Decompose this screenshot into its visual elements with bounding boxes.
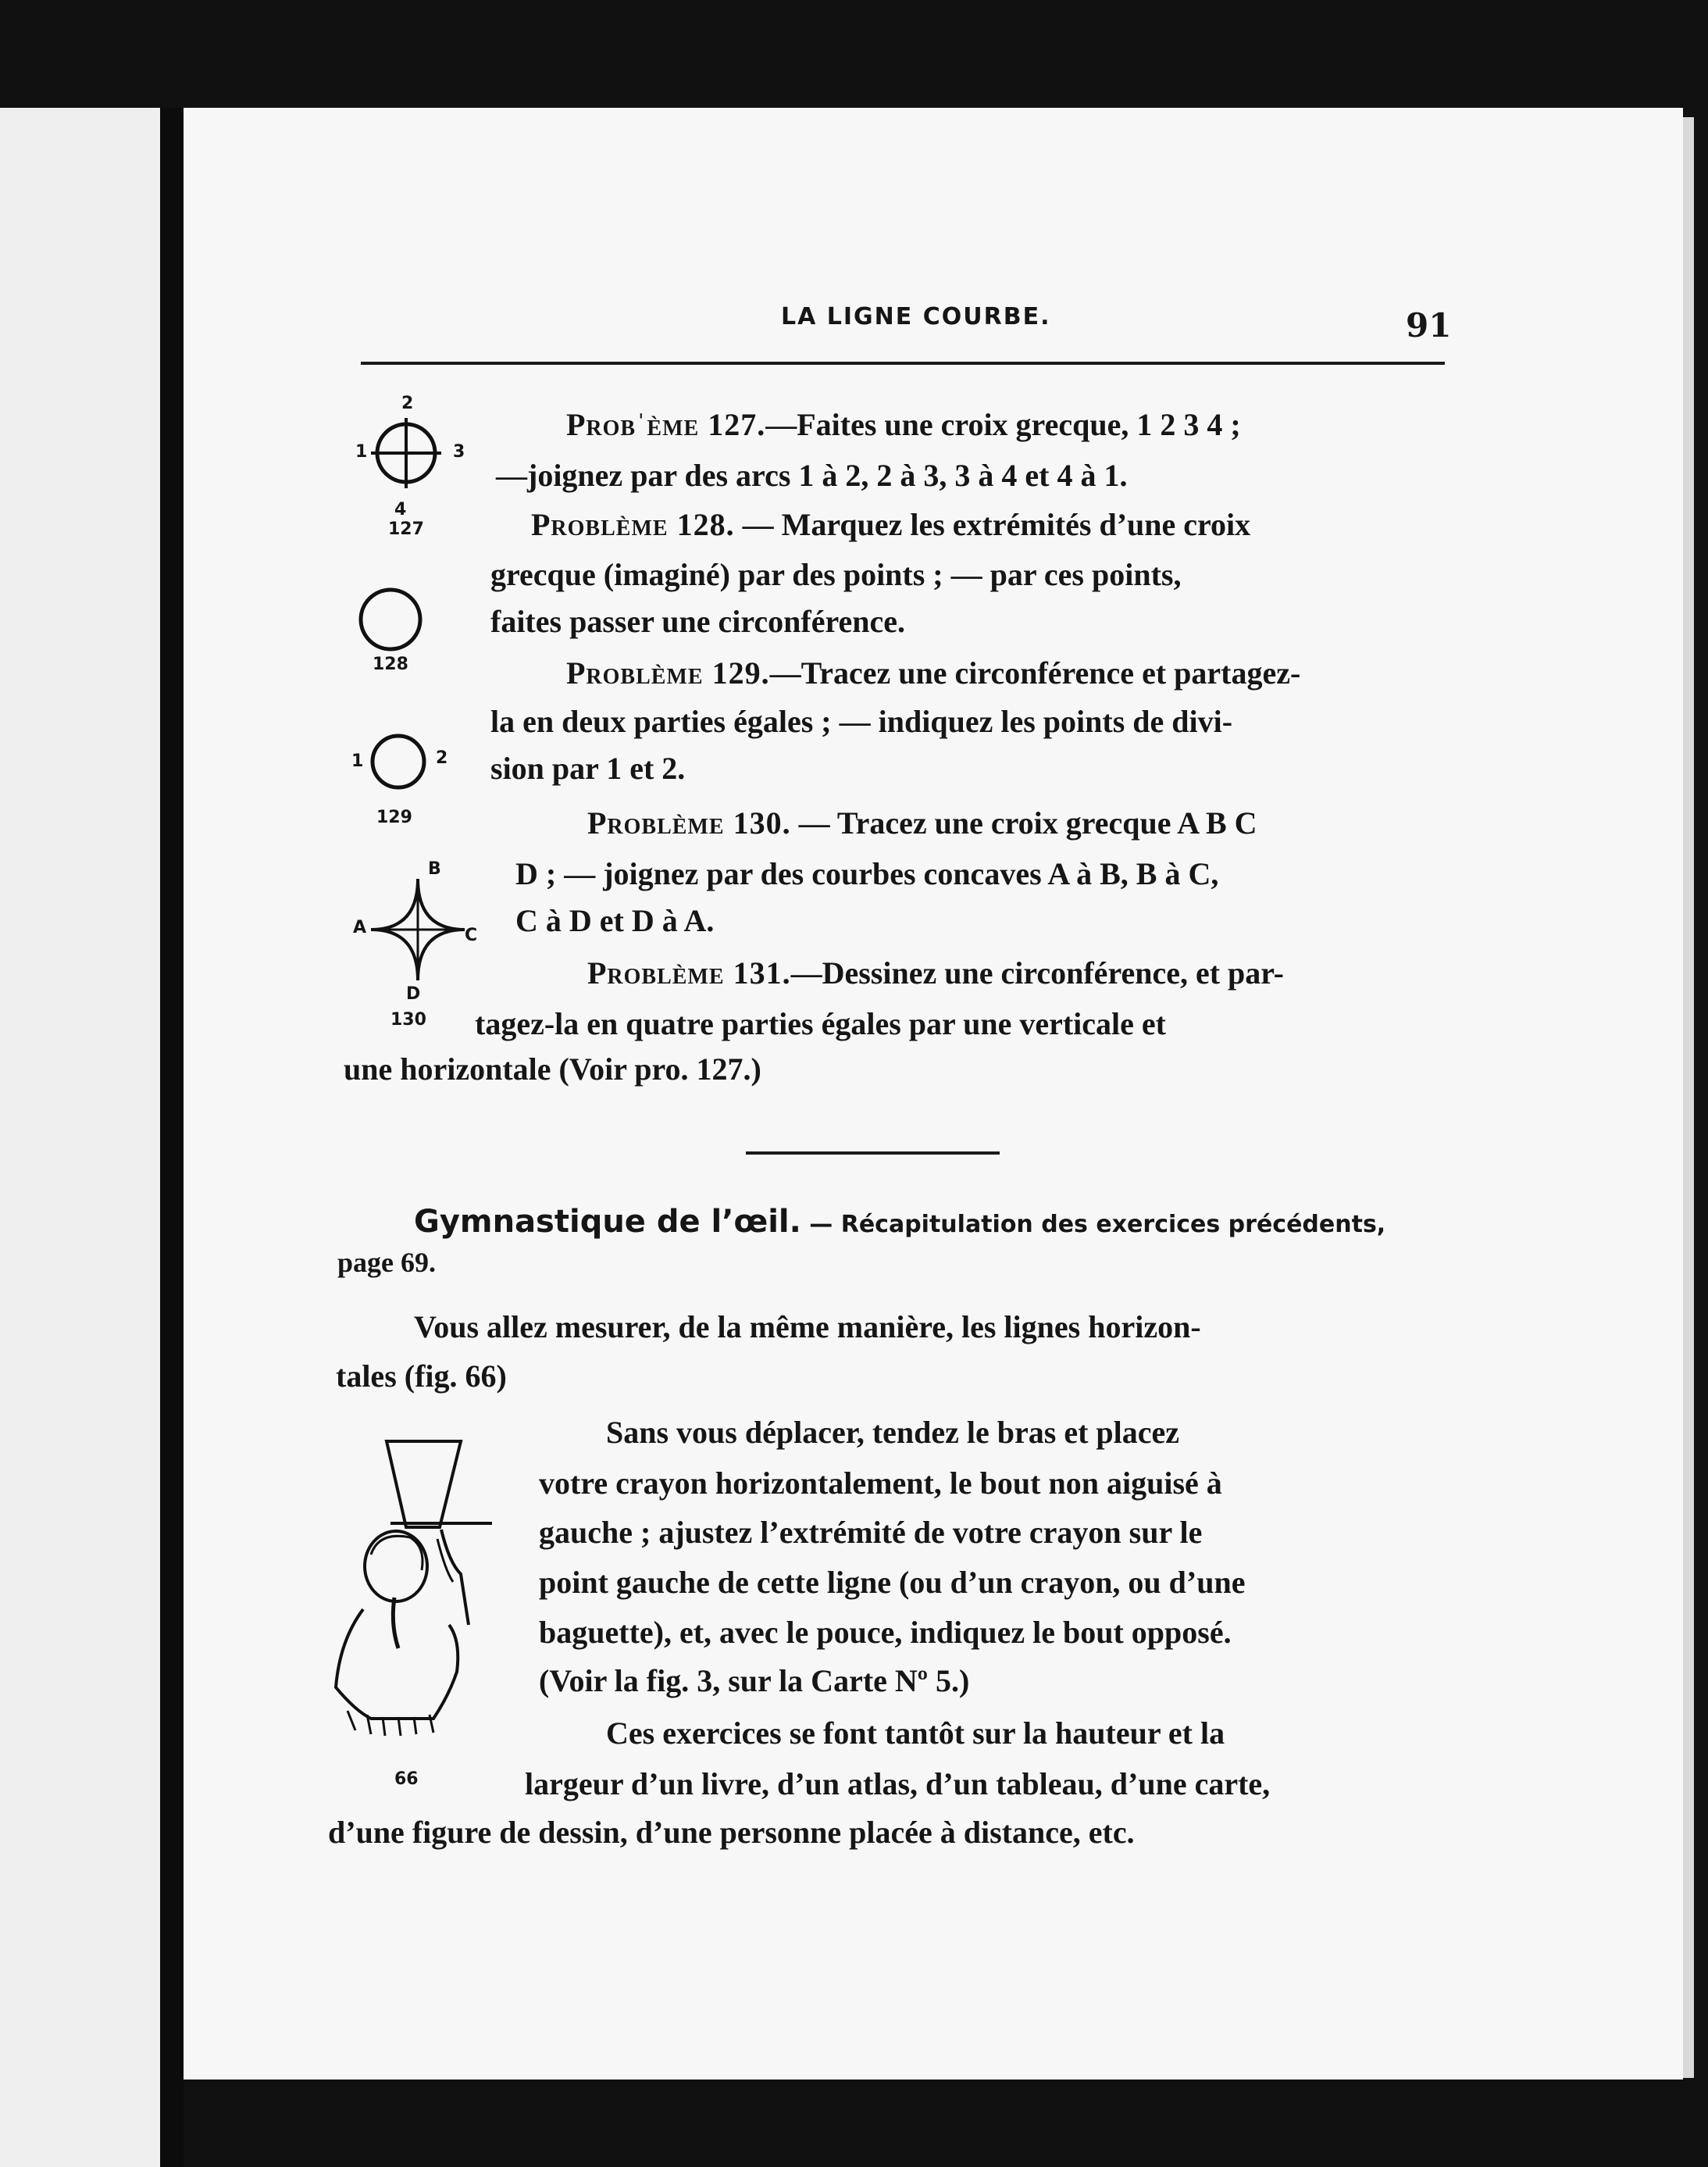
figure-66-number: 66 (394, 1769, 419, 1789)
header-rule (361, 362, 1445, 365)
problem-129-line-2: la en deux parties égales ; — indiquez les points de divi- (490, 704, 1233, 739)
problem-131-line-3: une horizontale (Voir pro. 127.) (344, 1051, 761, 1087)
paragraph-2-line-1: Ces exercices se font tantôt sur la hauteur et la (606, 1715, 1225, 1751)
figure-127-cross-circle (363, 406, 449, 500)
problem-127-line-1: Probˈème 127.—Faites une croix grecque, 1 2 3 4 ; (566, 407, 1241, 442)
figure-127-label-bottom: 4 (394, 500, 407, 519)
figure-127-number: 127 (388, 519, 424, 539)
gymnastique-heading-line-2: page 69. (337, 1247, 436, 1278)
figure-127-label-right: 3 (453, 442, 465, 462)
paragraph-1-line-2: votre crayon horizontalement, le bout non aiguisé à (539, 1465, 1222, 1501)
book-spine-shadow (160, 108, 184, 2167)
figure-130-label-bottom: D (406, 984, 421, 1004)
intro-line-2: tales (fig. 66) (336, 1358, 507, 1394)
problem-130-line-1: Problème 130. — Tracez une croix grecque A B C (587, 805, 1257, 841)
problem-131-line-1: Problème 131.—Dessinez une circonférence, et par- (587, 955, 1284, 991)
figure-130-label-top: B (428, 859, 441, 879)
section-divider (746, 1151, 1000, 1155)
figure-129-label-right: 2 (436, 748, 448, 768)
problem-127-line-2: —joignez par des arcs 1 à 2, 2 à 3, 3 à 4 et 4 à 1. (496, 458, 1128, 493)
page-number: 91 (1406, 306, 1452, 345)
figure-129-circle (363, 726, 433, 797)
problem-128-line-2: grecque (imaginé) par des points ; — par ces points, (490, 557, 1182, 592)
paragraph-1-line-3: gauche ; ajustez l’extrémité de votre crayon sur le (539, 1515, 1203, 1550)
figure-128-circle (355, 584, 426, 655)
problem-129-line-3: sion par 1 et 2. (490, 751, 686, 786)
figure-130-label-right: C (465, 926, 478, 945)
figure-130-number: 130 (390, 1010, 426, 1030)
running-title: LA LIGNE COURBE. (781, 303, 1051, 330)
problem-130-line-2: D ; — joignez par des courbes concaves A à B, B à C, (515, 856, 1219, 891)
paragraph-2-line-3: d’une figure de dessin, d’une personne placée à distance, etc. (328, 1815, 1135, 1850)
paragraph-1-line-6: (Voir la fig. 3, sur la Carte Nº 5.) (539, 1663, 970, 1698)
problem-130-line-3: C à D et D à A. (515, 903, 715, 938)
figure-129-label-left: 1 (351, 751, 364, 771)
figure-66-measuring-illustration (324, 1437, 496, 1750)
gymnastique-heading: Gymnastique de l’œil. — Récapitulation des exercices précédents, (414, 1204, 1386, 1240)
page-edge (1683, 117, 1694, 2078)
paragraph-1-line-4: point gauche de cette ligne (ou d’un crayon, ou d’une (539, 1565, 1246, 1600)
adjacent-page-margin (0, 108, 160, 2167)
figure-127-label-left: 1 (355, 442, 368, 462)
figure-129-number: 129 (376, 808, 412, 827)
intro-line-1: Vous allez mesurer, de la même manière, les lignes horizon- (414, 1309, 1201, 1344)
paragraph-2-line-2: largeur d’un livre, d’un atlas, d’un tableau, d’une carte, (525, 1766, 1271, 1801)
figure-130-label-left: A (353, 918, 367, 937)
figure-130-concave-star (367, 871, 469, 988)
figure-127-label-top: 2 (401, 394, 414, 413)
problem-129-line-1: Problème 129.—Tracez une circonférence et partagez- (566, 655, 1301, 691)
problem-131-line-2: tagez-la en quatre parties égales par une verticale et (475, 1006, 1166, 1041)
paragraph-1-line-5: baguette), et, avec le pouce, indiquez le bout opposé. (539, 1615, 1232, 1650)
problem-128-line-3: faites passer une circonférence. (490, 604, 905, 639)
figure-128-number: 128 (373, 655, 408, 674)
problem-128-line-1: Problème 128. — Marquez les extrémités d’une croix (531, 507, 1251, 542)
paragraph-1-line-1: Sans vous déplacer, tendez le bras et placez (606, 1415, 1180, 1450)
